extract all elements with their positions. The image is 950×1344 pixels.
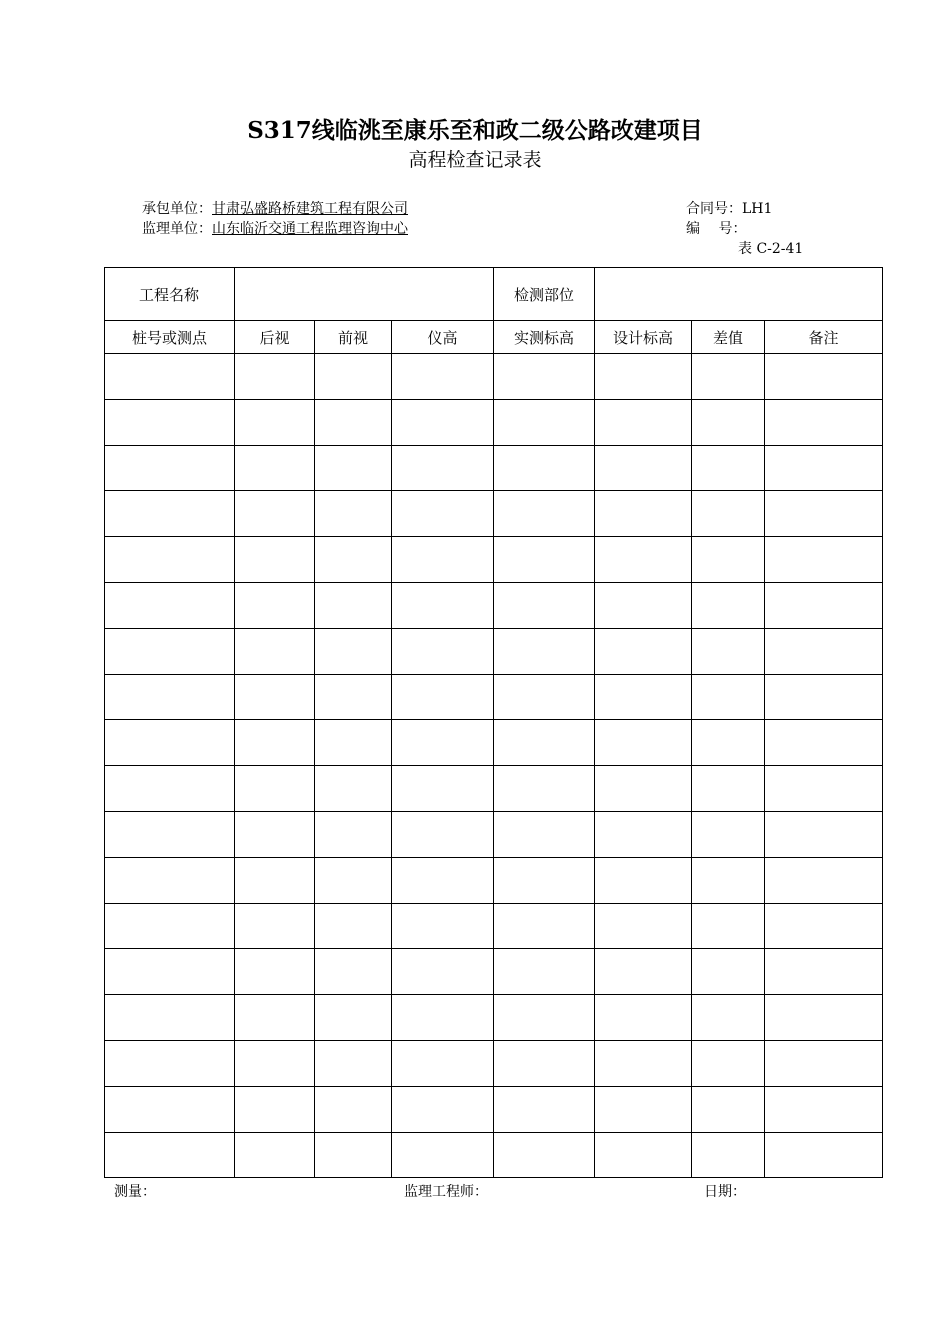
column-header: 差值 [692, 321, 765, 354]
table-cell[interactable] [595, 537, 692, 583]
table-cell[interactable] [595, 857, 692, 903]
table-cell[interactable] [494, 445, 595, 491]
table-cell[interactable] [595, 354, 692, 400]
table-cell[interactable] [235, 399, 315, 445]
table-cell[interactable] [692, 766, 765, 812]
supervisor-label: 监理单位： [142, 221, 212, 237]
table-row [105, 857, 883, 903]
table-cell[interactable] [235, 445, 315, 491]
table-cell[interactable] [765, 445, 883, 491]
table-cell[interactable] [494, 903, 595, 949]
table-cell[interactable] [692, 949, 765, 995]
column-header: 仪高 [392, 321, 494, 354]
form-number: 表 C-2-41 [738, 241, 804, 257]
table-cell[interactable] [765, 1086, 883, 1132]
contractor-line [142, 200, 408, 218]
table-cell[interactable] [494, 766, 595, 812]
table-cell[interactable] [105, 628, 235, 674]
table-cell[interactable] [765, 766, 883, 812]
table-cell[interactable] [765, 674, 883, 720]
table-cell[interactable] [595, 949, 692, 995]
table-row [105, 1132, 883, 1178]
table-row [105, 811, 883, 857]
table-cell[interactable] [235, 995, 315, 1041]
table-cell[interactable] [105, 1040, 235, 1086]
table-cell[interactable] [494, 1086, 595, 1132]
table-cell[interactable] [494, 491, 595, 537]
table-cell[interactable] [105, 811, 235, 857]
table-row [105, 491, 883, 537]
table-cell[interactable] [765, 811, 883, 857]
table-cell[interactable] [105, 674, 235, 720]
table-cell[interactable] [494, 949, 595, 995]
table-cell[interactable] [105, 491, 235, 537]
table-cell[interactable] [315, 811, 392, 857]
table-cell[interactable] [692, 354, 765, 400]
table-cell[interactable] [595, 1086, 692, 1132]
table-cell[interactable] [494, 582, 595, 628]
table-cell[interactable] [315, 949, 392, 995]
table-row [105, 995, 883, 1041]
table-cell[interactable] [692, 720, 765, 766]
table-cell[interactable] [315, 1040, 392, 1086]
table-cell[interactable] [392, 811, 494, 857]
table-cell[interactable] [692, 537, 765, 583]
table-cell[interactable] [595, 491, 692, 537]
table-cell[interactable] [392, 582, 494, 628]
table-cell[interactable] [392, 399, 494, 445]
table-cell[interactable] [595, 445, 692, 491]
table-cell[interactable] [595, 903, 692, 949]
table-cell[interactable] [595, 811, 692, 857]
table-cell[interactable] [692, 674, 765, 720]
table-row [105, 628, 883, 674]
table-cell[interactable] [315, 903, 392, 949]
table-cell[interactable] [315, 766, 392, 812]
table-cell[interactable] [692, 1086, 765, 1132]
table-cell[interactable] [105, 582, 235, 628]
column-header: 设计标高 [595, 321, 692, 354]
table-cell[interactable] [235, 1086, 315, 1132]
table-cell[interactable] [105, 720, 235, 766]
table-cell[interactable] [105, 995, 235, 1041]
table-cell[interactable] [765, 720, 883, 766]
serial-number: 编 号： [686, 221, 747, 237]
engineer-signature-label: 监理工程师： [404, 1184, 488, 1200]
table-cell[interactable] [494, 399, 595, 445]
table-cell[interactable] [392, 674, 494, 720]
table-row [105, 903, 883, 949]
table-cell[interactable] [765, 857, 883, 903]
project-info-row [105, 268, 883, 321]
table-cell[interactable] [235, 720, 315, 766]
table-cell[interactable] [765, 1132, 883, 1178]
table-cell[interactable] [315, 399, 392, 445]
table-cell[interactable] [105, 766, 235, 812]
table-cell[interactable] [235, 949, 315, 995]
table-cell[interactable] [494, 857, 595, 903]
table-cell[interactable] [692, 857, 765, 903]
supervisor-value: 山东临沂交通工程监理咨询中心 [212, 221, 408, 237]
table-row [105, 1040, 883, 1086]
table-cell[interactable] [692, 1132, 765, 1178]
project-name-label: 工程名称 [105, 268, 235, 321]
table-cell[interactable] [595, 582, 692, 628]
table-cell[interactable] [392, 354, 494, 400]
table-cell[interactable] [765, 491, 883, 537]
table-cell[interactable] [392, 1086, 494, 1132]
table-cell[interactable] [765, 537, 883, 583]
table-cell[interactable] [105, 445, 235, 491]
table-cell[interactable] [235, 491, 315, 537]
table-cell[interactable] [315, 1132, 392, 1178]
table-cell[interactable] [315, 537, 392, 583]
table-cell[interactable] [692, 628, 765, 674]
table-cell[interactable] [765, 903, 883, 949]
table-cell[interactable] [595, 1040, 692, 1086]
table-cell[interactable] [235, 537, 315, 583]
table-cell[interactable] [105, 1132, 235, 1178]
inspection-part-field[interactable] [595, 268, 883, 321]
table-row [105, 582, 883, 628]
table-cell[interactable] [765, 628, 883, 674]
table-cell[interactable] [235, 811, 315, 857]
table-cell[interactable] [494, 720, 595, 766]
table-cell[interactable] [315, 628, 392, 674]
contractor-label: 承包单位： [142, 201, 212, 217]
table-cell[interactable] [392, 628, 494, 674]
project-name-field[interactable] [235, 268, 494, 321]
column-header: 实测标高 [494, 321, 595, 354]
table-cell[interactable] [315, 720, 392, 766]
table-cell[interactable] [315, 491, 392, 537]
table-cell[interactable] [692, 582, 765, 628]
table-cell[interactable] [595, 1132, 692, 1178]
table-cell[interactable] [315, 354, 392, 400]
table-cell[interactable] [494, 354, 595, 400]
table-cell[interactable] [315, 1086, 392, 1132]
table-cell[interactable] [235, 766, 315, 812]
table-cell[interactable] [494, 1040, 595, 1086]
table-cell[interactable] [692, 1040, 765, 1086]
table-cell[interactable] [595, 766, 692, 812]
table-cell[interactable] [235, 582, 315, 628]
table-cell[interactable] [392, 766, 494, 812]
table-cell[interactable] [315, 857, 392, 903]
table-cell[interactable] [315, 445, 392, 491]
table-cell[interactable] [315, 582, 392, 628]
table-cell[interactable] [494, 674, 595, 720]
table-cell[interactable] [595, 674, 692, 720]
table-cell[interactable] [765, 399, 883, 445]
table-cell[interactable] [595, 399, 692, 445]
table-cell[interactable] [692, 399, 765, 445]
table-row [105, 399, 883, 445]
column-header-row [105, 321, 883, 354]
document-subtitle: 高程检查记录表 [408, 149, 542, 171]
table-cell[interactable] [494, 1132, 595, 1178]
table-row [105, 1086, 883, 1132]
table-cell[interactable] [105, 857, 235, 903]
column-header: 前视 [315, 321, 392, 354]
survey-signature-label: 测量： [114, 1184, 156, 1200]
table-cell[interactable] [105, 1086, 235, 1132]
table-cell[interactable] [392, 949, 494, 995]
table-cell[interactable] [765, 949, 883, 995]
table-cell[interactable] [105, 903, 235, 949]
table-row [105, 354, 883, 400]
table-cell[interactable] [235, 628, 315, 674]
table-cell[interactable] [765, 1040, 883, 1086]
table-cell[interactable] [235, 354, 315, 400]
table-cell[interactable] [392, 491, 494, 537]
table-cell[interactable] [494, 995, 595, 1041]
table-cell[interactable] [692, 811, 765, 857]
column-header: 后视 [235, 321, 315, 354]
table-cell[interactable] [494, 628, 595, 674]
table-cell[interactable] [765, 354, 883, 400]
table-row [105, 766, 883, 812]
table-cell[interactable] [392, 903, 494, 949]
document-title: S317线临洮至康乐至和政二级公路改建项目 [247, 117, 703, 144]
table-row [105, 674, 883, 720]
table-cell[interactable] [235, 903, 315, 949]
table-cell[interactable] [235, 857, 315, 903]
table-cell[interactable] [765, 995, 883, 1041]
table-cell[interactable] [315, 995, 392, 1041]
table-cell[interactable] [392, 1040, 494, 1086]
inspection-part-label: 检测部位 [494, 268, 595, 321]
supervisor-line [142, 220, 408, 238]
table-cell[interactable] [105, 949, 235, 995]
table-cell[interactable] [105, 354, 235, 400]
table-cell[interactable] [692, 445, 765, 491]
table-cell[interactable] [595, 720, 692, 766]
table-cell[interactable] [392, 857, 494, 903]
table-cell[interactable] [105, 537, 235, 583]
table-cell[interactable] [595, 628, 692, 674]
contract-number: 合同号：LH1 [686, 201, 773, 217]
table-cell[interactable] [494, 811, 595, 857]
table-row [105, 537, 883, 583]
table-cell[interactable] [315, 674, 392, 720]
column-header: 备注 [765, 321, 883, 354]
table-cell[interactable] [692, 903, 765, 949]
contractor-value: 甘肃弘盛路桥建筑工程有限公司 [212, 201, 408, 217]
table-cell[interactable] [692, 491, 765, 537]
column-header: 桩号或测点 [105, 321, 235, 354]
elevation-table [104, 267, 883, 1178]
table-cell[interactable] [392, 995, 494, 1041]
table-cell[interactable] [235, 1040, 315, 1086]
table-cell[interactable] [692, 995, 765, 1041]
table-cell[interactable] [494, 537, 595, 583]
table-cell[interactable] [392, 445, 494, 491]
table-cell[interactable] [392, 720, 494, 766]
table-row [105, 949, 883, 995]
table-cell[interactable] [235, 674, 315, 720]
table-row [105, 445, 883, 491]
table-row [105, 720, 883, 766]
table-cell[interactable] [105, 399, 235, 445]
table-cell[interactable] [392, 537, 494, 583]
table-cell[interactable] [595, 995, 692, 1041]
table-cell[interactable] [235, 1132, 315, 1178]
table-cell[interactable] [765, 582, 883, 628]
table-cell[interactable] [392, 1132, 494, 1178]
date-label: 日期： [704, 1184, 746, 1200]
